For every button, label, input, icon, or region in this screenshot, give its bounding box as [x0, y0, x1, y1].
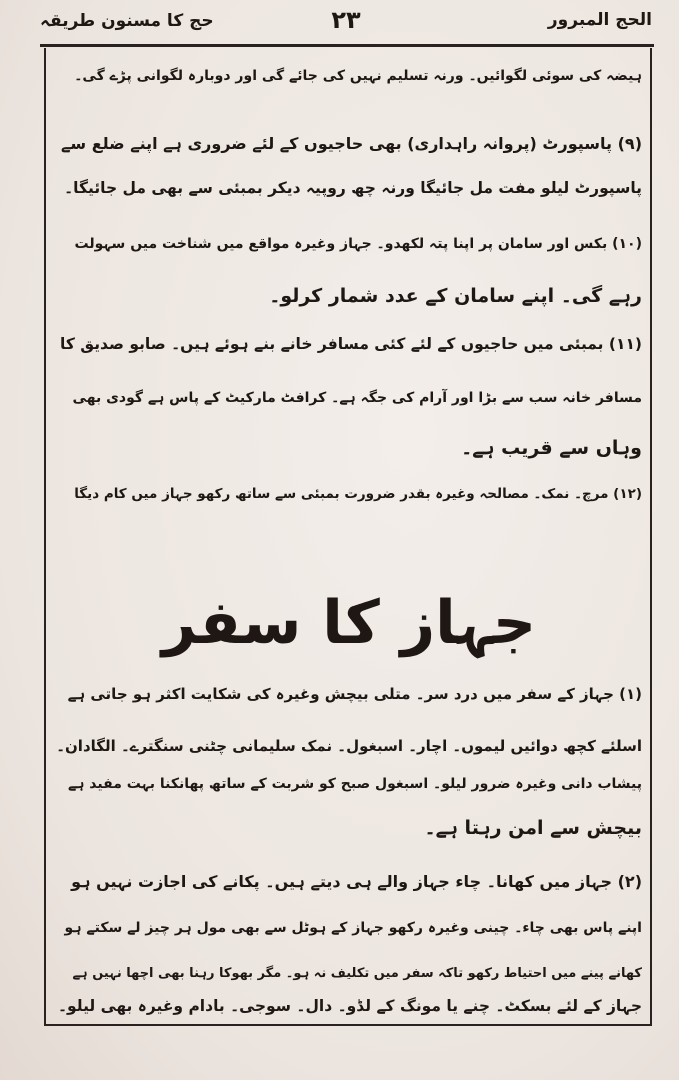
text-line: (۱) جہاز کے سفر میں درد سر۔ متلی بیچش وغیرہ کی شکایت اکثر ہو جاتی ہے [67, 685, 642, 703]
running-header [40, 6, 652, 42]
text-line: اسلئے کچھ دوائیں لیموں۔ اچار۔ اسبغول۔ نمک سلیمانی چٹنی سنگترے۔ الگادان۔ [56, 737, 642, 755]
text-line: بیچش سے امن رہتا ہے۔ [424, 817, 642, 839]
text-line: (۲) جہاز میں کھانا۔ چاء جہاز والے ہی دیتے ہیں۔ پکانے کی اجازت نہیں ہو [71, 872, 642, 891]
header-chapter-title: حج کا مسنون طریقہ [40, 11, 214, 31]
text-line: ہیضہ کی سوئی لگوائیں۔ ورنہ تسلیم نہیں کی جائے گی اور دوبارہ لگوانی پڑے گی۔ [74, 68, 642, 84]
page-number: ۲۳ [331, 6, 361, 34]
text-line: پاسپورٹ لیلو مفت مل جائیگا ورنہ چھ روپیہ دیکر بمبئی سے بھی مل جائیگا۔ [64, 179, 642, 197]
text-line: رہے گی۔ اپنے سامان کے عدد شمار کرلو۔ [269, 285, 642, 307]
text-line: (۹) پاسپورٹ (پروانہ راہداری) بھی حاجیوں کے لئے ضروری ہے اپنے ضلع سے [61, 134, 642, 153]
page-body [56, 56, 642, 1016]
text-line: (۱۰) بکس اور سامان پر اپنا پتہ لکھدو۔ جہاز وغیرہ مواقع میں شناخت میں سہولت [74, 236, 642, 252]
text-line: مسافر خانہ سب سے بڑا اور آرام کی جگہ ہے۔ کرافٹ مارکیٹ کے پاس ہے گودی بھی [72, 390, 642, 406]
text-line: جہاز کے لئے بسکٹ۔ چنے یا مونگ کے لڈو۔ دال۔ سوجی۔ بادام وغیرہ بھی لیلو۔ [57, 997, 642, 1015]
text-line: کھانے پینے میں احتیاط رکھو تاکہ سفر میں تکلیف نہ ہو۔ مگر بھوکا رہنا بھی اچھا نہیں ہے [72, 966, 642, 981]
text-line: پیشاب دانی وغیرہ ضرور لیلو۔ اسبغول صبح کو شربت کے ساتھ پھانکنا بہت مفید ہے [68, 776, 642, 792]
text-line: (۱۲) مرچ۔ نمک۔ مصالحہ وغیرہ بقدر ضرورت بمبئی سے ساتھ رکھو جہاز میں کام دیگا [74, 486, 642, 502]
text-line: اپنے پاس بھی چاء۔ چینی وغیرہ رکھو جہاز کے ہوٹل سے بھی مول ہر چیز لے سکتے ہو [64, 920, 642, 936]
header-rule [40, 44, 654, 47]
section-heading: جہاز کا سفر [161, 588, 537, 658]
header-book-title: الحج المبرور [547, 10, 652, 30]
text-line: (۱۱) بمبئی میں حاجیوں کے لئے کئی مسافر خانے بنے ہوئے ہیں۔ صابو صدیق کا [60, 335, 642, 353]
text-line: وہاں سے قریب ہے۔ [461, 437, 642, 459]
